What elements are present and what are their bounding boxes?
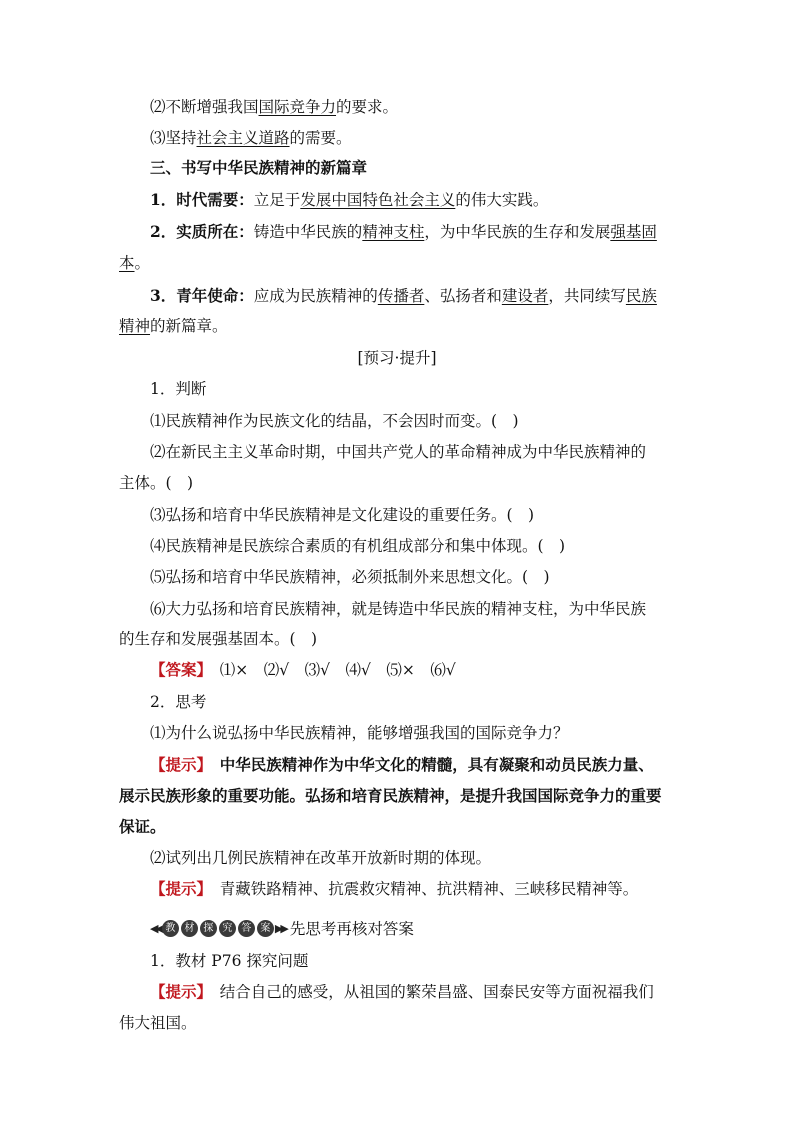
textbook-answer-banner	[150, 917, 414, 939]
question-item: ⑷民族精神是民族综合素质的有机组成部分和集中体现。( )	[150, 537, 566, 555]
text-line: 2．实质所在：铸造中华民族的精神支柱，为中华民族的生存和发展强基固	[150, 222, 657, 241]
question-item: ⑴民族精神作为民族文化的结晶，不会因时而变。( )	[150, 412, 519, 430]
hint-tag: 【提示】	[150, 879, 205, 898]
banner-char: 案	[257, 920, 274, 937]
banner-char: 材	[181, 920, 198, 937]
banner-caption: 先思考再核对答案	[289, 920, 414, 938]
text-line: ⑶坚持社会主义道路的需要。	[150, 129, 352, 147]
hint-line-cont: 保证。	[119, 817, 166, 836]
banner-char: 答	[238, 920, 255, 937]
question-item: ⑵试列出几例民族精神在改革开放新时期的体现。	[150, 849, 492, 867]
banner-char: 探	[200, 920, 217, 937]
hint-line: 【提示】 结合自己的感受，从祖国的繁荣昌盛、国泰民安等方面祝福我们	[150, 982, 654, 1001]
text-line: 1．时代需要：立足于发展中国特色社会主义的伟大实践。	[150, 190, 549, 209]
section-heading: 三、书写中华民族精神的新篇章	[150, 158, 368, 177]
question-item: ⑶弘扬和培育中华民族精神是文化建设的重要任务。( )	[150, 506, 535, 524]
hint-tag: 【提示】	[150, 755, 205, 774]
banner-char: 教	[162, 920, 179, 937]
text-line: 精神的新篇章。	[119, 317, 228, 335]
question-heading: 1．判断	[150, 380, 207, 398]
text-line: ⑵不断增强我国国际竞争力的要求。	[150, 98, 399, 116]
hint-line-cont: 展示民族形象的重要功能。弘扬和培育民族精神，是提升我国国际竞争力的重要	[119, 786, 662, 805]
text-line: 3．青年使命：应成为民族精神的传播者、弘扬者和建设者，共同续写民族	[150, 286, 657, 305]
text-line: 本。	[119, 254, 151, 272]
hint-tag: 【提示】	[150, 982, 205, 1001]
question-item-cont: 的生存和发展强基固本。( )	[119, 630, 318, 648]
question-item: ⑹大力弘扬和培育民族精神，就是铸造中华民族的精神支柱，为中华民族	[150, 600, 647, 618]
double-chevron-left-icon: ◀◀	[150, 921, 161, 935]
question-heading: 2．思考	[150, 693, 207, 711]
question-item-cont: 主体。( )	[119, 474, 194, 492]
banner-char: 究	[219, 920, 236, 937]
question-item: ⑸弘扬和培育中华民族精神，必须抵制外来思想文化。( )	[150, 568, 550, 586]
question-item: ⑵在新民主主义革命时期，中国共产党人的革命精神成为中华民族精神的	[150, 443, 647, 461]
hint-line: 【提示】 中华民族精神作为中华文化的精髓，具有凝聚和动员民族力量、	[150, 755, 654, 774]
question-heading: 1．教材 P76 探究问题	[150, 952, 309, 970]
hint-line: 【提示】 青藏铁路精神、抗震救灾精神、抗洪精神、三峡移民精神等。	[150, 879, 639, 898]
section-label: [预习·提升]	[357, 349, 437, 367]
double-chevron-right-icon: ▶▶	[274, 921, 286, 935]
answer-line: 【答案】 ⑴× ⑵√ ⑶√ ⑷√ ⑸× ⑹√	[150, 660, 456, 679]
hint-line-cont: 伟大祖国。	[119, 1014, 197, 1032]
answer-tag: 【答案】	[150, 660, 205, 679]
question-item: ⑴为什么说弘扬中华民族精神，能够增强我国的国际竞争力？	[150, 724, 569, 742]
